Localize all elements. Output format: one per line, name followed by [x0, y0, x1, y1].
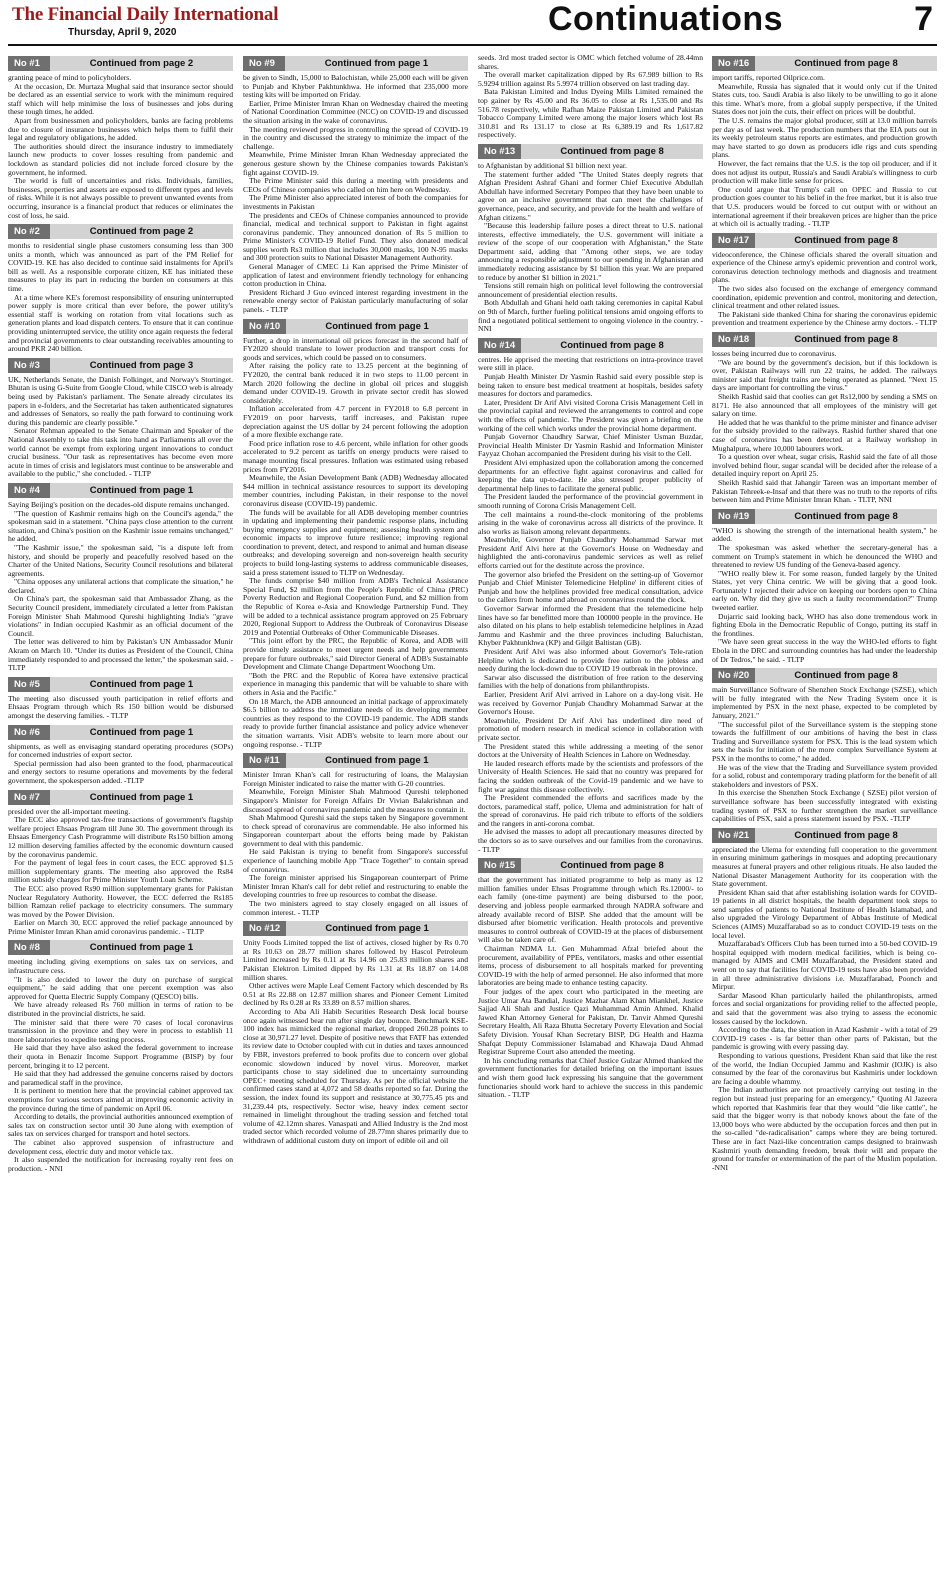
- story-paragraph: The cabinet also approved suspension of infrastructure and development cess, electric duty and motor vehicle tax.: [8, 1137, 233, 1156]
- story-header: [243, 753, 468, 768]
- story-continued-label: Continued from page 8: [560, 145, 664, 157]
- story-continued-label: Continued from page 8: [794, 58, 898, 69]
- story-paragraph: Governor Sarwar informed the President that the telemedicine help lines have so far benefitted more than 100000 people in the province. He also dilated on his plans to help establish telemedicine helplines in Azad Jammu and Kashmir and the three provinces including Baluchistan, Khyber Pakhtunkhwa (KP) and Gilgit Baltistan (GB).: [478, 604, 703, 648]
- story-paragraph: He lauded research efforts made by the scientists and professors of the University of Health Sciences. He said that no country was prepared for facing the sudden outbreak of the Covid-19 pandemic and we have to fight war against this disease collectively.: [478, 758, 703, 794]
- story-paragraph: Inflation accelerated from 4.7 percent in FY2018 to 6.8 percent in FY2019 on poor harvests, tariff increases, and Pakistan rupee depreciation against the US dollar by 24 percent following the adoption of a more flexible exchange rate.: [243, 404, 468, 440]
- story-paragraph: "The Kashmir issue," the spokesman said, "is a dispute left from history, and should be properly and peacefully resolved based on the Charter of the United Nations, Security Council resolutions and bilateral agreements.: [8, 542, 233, 578]
- story-paragraph: Meanwhile, Foreign Minister Shah Mahmood Qureshi telephoned Singapore's Minister for Foreign Affairs Dr Vivian Balakrishnan and discussed spread of coronavirus pandemic and the measures to contain it.: [243, 787, 468, 814]
- story-number: No #8: [8, 940, 50, 955]
- story-paragraph: Four judges of the apex court who participated in the meeting are Justice Umar Ata Bandial, Justice Mazhar Alam Khan Miankhel, Justice Sajjad Ali Shah and Justice Qazi Muhammad Amin Ahmed. Khalid Jawed Khan Attorney General for Pakistan, Dr. Tanvir Ahmed Qureshi Secretary Health, Ali Raza Bhutta Secretary Poverty Elevation and Social Safety Division. Yousaf Khan Secretary BISP, DG Health and Hazma Shafqat Deputy Commissioner Islamabad and Khawaja Daud Ahmad Registrar Supreme Court also attended the meeting.: [478, 986, 703, 1057]
- story-paragraph: "It is also decided to lower the duty on purchase of surgical equipment," he said adding that one percent exemption was also approved for Quetta Electric Supply Company (QESCO) bills.: [8, 974, 233, 1001]
- story-paragraph: President Arif Alvi was also informed about Governor's Tele-ration Helpline which is dedicated to provide free ration to the jobless and needy during the lock-down due to COVID 19 outbreak in the province.: [478, 647, 703, 674]
- story-paragraph: "Both the PRC and the Republic of Korea have extensive practical experience in managing this pandemic that will be valuable to share with others in Asia and the Pacific.": [243, 670, 468, 697]
- story-paragraph: Sheikh Rashid said that Jahangir Tareen was an important member of Pakistan Tehreek-e-Insaf and that there was no truth to the reports of rifts between him and Prime Minister Imran Khan. - TLTP, NNI: [712, 477, 937, 505]
- story-paragraph: He added that he was thankful to the prime minister and finance adviser for the subsidy provided to the railways. Rashid further shared that one case of coronavirus has been detected at a Railway workshop in Mughalpura, where 10,000 labourers work.: [712, 417, 937, 453]
- story-paragraph: The Prime Minister also appreciated interest of both the companies for investments in Pakistan: [243, 193, 468, 211]
- story-number: No #17: [712, 233, 755, 248]
- story-paragraph: The Prime Minister said this during a meeting with presidents and CEOs of Chinese companies who called on him here on Wednesday.: [243, 176, 468, 194]
- story-paragraph: Sarwar also discussed the distribution of free ration to the deserving families with the help of donations from philanthropists.: [478, 672, 703, 691]
- story-paragraph: The cell maintains a round-the-clock monitoring of the problems arising in the wake of coronavirus across all districts of the province. It also works as liaison among relevant departments.: [478, 509, 703, 536]
- story-header: [712, 332, 937, 347]
- story-paragraph: The U.S. remains the major global producer, still at 13.0 million barrels per day as of last week. The production numbers that the EIA puts out in its weekly petroleum status reports are estimates, and production growth may have started to go down as producers idle rigs and cuts spending plans.: [712, 115, 937, 160]
- story-paragraph: The presidents and CEOs of Chinese companies announced to provide financial, medical and technical support to Pakistan in fight against coronavirus pandemic. They announced donation of Rs 5 million to Prime Minister's COVID-19 Relief Fund. They also donated medical supplies worth Rs3 million that includes 30,000 masks, 100 N-95 masks and 300 protection suits to National Disaster Management Authority.: [243, 210, 468, 263]
- story-header: [243, 319, 468, 334]
- story-paragraph: "The question of Kashmir remains high on the Council's agenda," the spokesman said in a statement. "China pays close attention to the current situation, and China's position on the Kashmir issue remains unchanged," he added.: [8, 508, 233, 544]
- story-paragraph: Earlier on March 30, ECC approved the relief package announced by Prime Minister Imran Khan amid coronavirus pandemic. - TLTP: [8, 918, 233, 936]
- story-paragraph: "We have seen great success in the way the WHO-led efforts to fight Ebola in the DRC and surrounding countries has had under the leadership of Dr Tedros," he said. - TLTP: [712, 637, 937, 664]
- story-paragraph: The meeting reviewed progress in controlling the spread of COVID-19 in the country and discussed the strategy to minimize the impact of the challenge.: [243, 124, 468, 151]
- story-paragraph: main Surveillance Software of Shenzhen Stock Exchange (SZSE), which will be fully integrated with the New Trading System once it is implemented by PSX in the next phase, expected to be completed by January, 2021.": [712, 685, 937, 720]
- story-paragraph: meeting including giving exemptions on sales tax on services, and infrastructure cess.: [8, 957, 233, 976]
- story-paragraph: Sheikh Rashid said that coolies can get Rs12,000 by sending a SMS on 8171. He also announced that all employees of the ministry will get salary on time.: [712, 392, 937, 419]
- story-paragraph: "This joint effort by the PRC, the Republic of Korea, and ADB will provide timely assistance to meet urgent needs and help governments prepare for future outbreaks," said Director General of ADB's Sustainable Development and Climate Change Department Woochong Um.: [243, 636, 468, 672]
- story-continued-label: Continued from page 1: [89, 678, 194, 690]
- story-continued-label: Continued from page 8: [560, 339, 664, 351]
- story-continued-label: Continued from page 2: [89, 58, 194, 69]
- story-paragraph: Food price inflation rose to 4.6 percent, while inflation for other goods accelerated to 9.2 percent as tariffs on energy products were raised to manage mounting fiscal pressures. Inflation was estimated using rebased prices from FY2016.: [243, 438, 468, 474]
- story-paragraph: Shah Mahmood Qureshi said the steps taken by Singapore government to check spread of coronavirus are commendable. He also informed his Singaporean counterpart about the efforts being made by Pakistan government to deal with this pandemic.: [243, 813, 468, 848]
- issue-date: Thursday, April 9, 2020: [68, 27, 177, 38]
- story-paragraph: According to Aba Ali Habib Securities Research Desk local bourse once again witnessed bear run after single day bounce. Benchmark KSE-100 index has mimicked the regional market, dropped 260.28 points to close at 30,971.27 level. Despite of positive news that FATF has extended its review date to October coupled with cut in duties and taxes announced by FBR, investors preferred to book profits due to concern over global economic slowdown induced by novel virus. Moreover, market participants chose to stay sidelined due to uncertainty surrounding OPEC+ meeting scheduled for Thursday. As per the official website the confirmed cases stand at 4,072 and 58 deaths reported so far. During the session, the index found its support and resistance at 30,775.45 pts and 31,239.44 pts, respectively. Sector wise, heavy index cement sector remained in limelight throughout the trading session and fetched total volume of 42.12mn shares. Vanaspati and Allied Industry is the 2nd most traded sector which recorded volume of 28.77mn shares primarily due to withdrawn of additional custom duty on import of edible oil and oil: [243, 1006, 468, 1145]
- continuation-story: [712, 828, 937, 1173]
- story-paragraph: President Alvi emphasized upon the collaboration among the concerned departments for an effective fight against coronavirus and called for keeping the data up-to-date. He also stressed proper publicity of departmental help lines to facilitate the general public.: [478, 457, 703, 493]
- story-continued-label: Continued from page 8: [794, 234, 898, 246]
- story-header: [8, 483, 233, 498]
- story-paragraph: Further, a drop in international oil prices forecast in the second half of FY2020 should translate to lower production and transport costs for goods and services, which could be passed on to consumers.: [243, 335, 468, 362]
- story-paragraph: Senator Rehman appealed to the Senate Chairman and Speaker of the National Assembly to take this task into hand as Parliaments all over the world cannot be exempt from exploring urgent innovations to conduct crucial business. "Our task as representatives has become even more acute in times of crisis and legislators must continue to be answerable and available to the public," she concluded. - TLTP: [8, 426, 233, 479]
- story-paragraph: Chairman NDMA Lt. Gen Muhammad Afzal briefed about the procurement, availability of PPEs, ventilators, masks and other essential items, process of disbursement to all hospitals marked for preventing COVID-19 with the help of armed personnel. He also informed that more laboratories are being made to enhance testing capacity.: [478, 944, 703, 988]
- story-header: [8, 677, 233, 692]
- story-paragraph: Bata Pakistan Limited and Indus Dyeing Mills Limited remained the top gainer by Rs 45.00 and Rs 36.05 to close at Rs 1,535.00 and Rs 516.78 respectively, while Rafhan Maize Pakistan Limited and Pakistan Tobacco Company Limited were among the major losers which lost Rs 310.81 and Rs 131.17 to close at Rs 6,389.19 and Rs 1,617.82 respectively.: [478, 87, 703, 140]
- story-header: [243, 921, 468, 936]
- continuation-story: [478, 54, 703, 140]
- continuation-story: [8, 725, 233, 786]
- story-paragraph: videoconference, the Chinese officials shared the overall situation and experience of the Chinese army's epidemic prevention and control work, coronavirus detection technology methods and diagnosis and treatment plans.: [712, 249, 937, 285]
- story-continued-label: Continued from page 8: [794, 510, 898, 522]
- story-paragraph: Both Abdullah and Ghani held oath taking ceremonies in capital Kabul on 9th of March, further fueling political tensions amid ongoing efforts to find a negotiated political settlement to ongoing violence in the country. - NNI: [478, 298, 703, 334]
- story-number: No #19: [712, 509, 755, 524]
- story-paragraph: President Khan said that after establishing isolation wards for COVID-19 patients in all district hospitals, the health department took steps to send samples of patients to National Institute of Health Islamabad, and also upgraded the Virology Department of Abbas Institute of Medical Sciences (AIMS) Muzaffarabad so as to conduct COVID-19 tests on the local level.: [712, 887, 937, 940]
- story-header: [8, 358, 233, 373]
- story-number: No #11: [243, 753, 286, 768]
- story-paragraph: Muzaffarabad's Officers Club has been turned into a 50-bed COVID-19 hospital equipped with modern medical facilities, which is being co-managed by AIMS and CMH Muzaffarabad, the President stated and went on to say that facilities for COVID-19 tests have also been provided in all three administrative divisions i.e. Muzaffarabad, Poonch and Mirpur.: [712, 939, 937, 992]
- section-title: Continuations: [548, 0, 784, 38]
- story-header: [478, 338, 703, 353]
- story-paragraph: President Richard J Guo evinced interest regarding investment in the renewable energy sector of Pakistan particularly manufacturing of solar panels. - TLTP: [243, 287, 468, 315]
- page-number: 7: [914, 0, 933, 38]
- story-paragraph: In this exercise the Shenzhen Stock Exchange ( SZSE) pilot version of surveillance software has been successfully integrated with existing trading system of PSX to further strengthen the market surveillance capabilities of PSX, said a press statement issued by PSX. -TLTP: [712, 788, 937, 824]
- story-number: No #18: [712, 332, 755, 347]
- continuation-story: [712, 332, 937, 505]
- story-paragraph: The two sides also focused on the exchange of emergency command coordination, epidemic prevention and control, monitoring and detection, clinical treatment and other related issues.: [712, 284, 937, 311]
- continuation-story: [478, 858, 703, 1099]
- continuation-story: [478, 338, 703, 854]
- story-paragraph: Unity Foods Limited topped the list of actives, closed higher by Rs 0.70 at Rs 10.63 on 28.77 million shares followed by Hascol Petroleum Limited increased by Rs 0.11 at Rs 14.96 on 25.83 million shares and Pakistan Elektron Limited dipped by Rs 1.31 at Rs 18.87 on 14.08 million shares.: [243, 938, 468, 982]
- story-paragraph: However, the fact remains that the U.S. is the top oil producer, and if it does not adjust its output, Russia's and Saudi Arabia's willingness to curb production will make little sense for prices.: [712, 158, 937, 186]
- story-paragraph: He said that they had addressed the genuine concerns raised by doctors and paramedical staff in the province.: [8, 1069, 233, 1087]
- story-continued-label: Continued from page 1: [89, 942, 194, 954]
- story-paragraph: At the occasion, Dr. Murtaza Mughal said that insurance sector should be declared as an essential service to work with the minimum required staff which will help minimise the loss of businesses and jobs during these tough times, he added.: [8, 81, 233, 117]
- story-paragraph: The authorities should direct the insurance industry to immediately launch new products to cover losses resulting from pandemic and lockdown as standard policies did not include forced closure by the government, he informed.: [8, 141, 233, 177]
- story-paragraph: It also suspended the notification for increasing royalty rent fees on production. - NNI: [8, 1155, 233, 1173]
- story-number: No #3: [8, 358, 50, 373]
- story-paragraph: Meanwhile, Governor Punjab Chaudhry Mohammad Sarwar met President Arif Alvi here at the Governor's House on Wednesday and highlighted the anti-coronavirus pandemic services as well as relief efforts carried out for the destitute across the province.: [478, 535, 703, 571]
- story-paragraph: In his concluding remarks that Chief Justice Gulzar Ahmed thanked the government functionaries for detailed briefing on the important issues and wish them good luck expressing his sanguine that the government functionaries should work hard to achieve the success in this pandemic situation. - TLTP: [478, 1055, 703, 1100]
- story-paragraph: UK, Netherlands Senate, the Danish Folkinget, and Norway's Stortinget. Bhutan is using G-Suite from Google Cloud, while CISCO web is already being used by Pakistan's parliament. The Senate already circulates its papers in e-folders, and the Secretariat has taken authenticated signatures and addresses of Senators, so really the path forward to continuing work during this pandemic are clearly possible.": [8, 374, 233, 427]
- story-number: No #12: [243, 921, 286, 936]
- story-paragraph: presided over the all-important meeting.: [8, 806, 131, 816]
- continuation-story: [8, 483, 233, 673]
- story-paragraph: to Afghanistan by additional $1 billion next year.: [478, 160, 627, 170]
- story-paragraph: He was of the view that the Trading and Surveillance system provided for a solid, robust and contemporary trading platform for the benefit of all stakeholders and investors of PSX.: [712, 762, 937, 789]
- story-paragraph: months to residential single phase customers consuming less than 300 units a month, which was announced as part of the PM Relief for COVID-19. KE has also decided to continue said instalments for April's bill as well. As a responsible corporate citizen, KE has initiated these measures to play its part in reducing the burden on consumers at this time.: [8, 241, 233, 294]
- story-paragraph: The funds comprise $40 million from ADB's Technical Assistance Special Fund, $2 million from the People's Republic of China (PRC) Poverty Reduction and Regional Cooperation Fund, and $2 million from the Republic of Korea e-Asia and Knowledge Partnership Fund. They will be added to a technical assistance program approved on 25 February 2020, Regional Support to Address the Outbreak of Coronavirus Disease 2019 and Potential Outbreaks of Other Communicable Diseases.: [243, 576, 468, 637]
- story-paragraph: The world is full of uncertainties and risks. Individuals, families, businesses, properties and assets are exposed to different types and levels of risks. While it is not always possible to prevent unwanted events from occurring, insurance is a financial product that reduces or eliminates the cost of loss, he said.: [8, 176, 233, 220]
- story-paragraph: The overall market capitalization dipped by Rs 67.989 billion to Rs 5.9294 trillion against Rs 5.9974 trillion observed on last trading day.: [478, 70, 703, 88]
- continuation-story: [8, 56, 233, 220]
- continuation-story: [8, 677, 233, 721]
- story-paragraph: Tensions still remain high on political level following the controversial announcement of presidential election results.: [478, 281, 703, 299]
- story-paragraph: Meanwhile, President Dr Arif Alvi has underlined dire need of promotion of modern research in medical science in collaboration with private sector.: [478, 715, 703, 742]
- story-paragraph: Sardar Masood Khan particularly hailed the philanthropists, armed forces and social organizations for providing relief to the affected people, and said that the government was also trying to assess the economic losses caused by the lockdown.: [712, 990, 937, 1026]
- story-paragraph: The Pakistani side thanked China for sharing the coronavirus epidemic prevention and treatment experience by the Chinese army doctors. - TLTP: [712, 309, 937, 328]
- continuation-story: [243, 319, 468, 750]
- story-continued-label: Continued from page 1: [89, 791, 194, 803]
- story-header: [8, 790, 233, 805]
- story-number: No #14: [478, 338, 521, 353]
- story-header: [8, 56, 233, 71]
- story-paragraph: "China opposes any unilateral actions that complicate the situation," he declared.: [8, 577, 233, 595]
- story-paragraph: "WHO really blew it. For some reason, funded largely by the United States, yet very China centric. We will be giving that a good look. Fortunately I rejected their advice on keeping our borders open to China early on. Why did they give us such a faulty recommendation?" Trump tweeted earlier.: [712, 568, 937, 613]
- story-continued-label: Continued from page 1: [324, 58, 429, 69]
- continuation-story: [243, 921, 468, 1145]
- story-number: No #5: [8, 677, 50, 692]
- story-header: [478, 858, 703, 873]
- story-paragraph: shipments, as well as envisaging standard operating procedures (SOPs) for concerned industries of export sector.: [8, 741, 233, 760]
- story-paragraph: Earlier, Prime Minister Imran Khan on Wednesday chaired the meeting of National Coordination Committee (NCC) on COVID-19 and discussed the situation arising in the wake of coronavirus.: [243, 98, 468, 125]
- story-paragraph: Earlier, President Arif Alvi arrived in Lahore on a day-long visit. He was received by Governor Punjab Chaudhry Mohammad Sarwar at the Governor's House.: [478, 689, 703, 717]
- story-paragraph: After raising the policy rate to 13.25 percent at the beginning of FY2020, the central bank reduced it in two steps to 11.00 percent in March 2020 following the decline in global oil prices and sluggish demand under COVID-19. Growth in private sector credit has slowed considerably.: [243, 361, 468, 405]
- story-header: [8, 224, 233, 239]
- story-paragraph: He said that they have also asked the federal government to increase their quota in Benazir Income Support Programme (BISP) by four percent, bringing it to 12 percent.: [8, 1043, 233, 1070]
- story-paragraph: Later, President Dr Arif Alvi visited Corona Crisis Management Cell in the provincial capital and reviewed the arrangements to control and cope with the effects of pandemic. The President was given a briefing on the working of the cell which works under the provincial home department.: [478, 397, 703, 433]
- story-paragraph: Meanwhile, Russia has signaled that it would only cut if the United States cuts, too. Saudi Arabia is also likely to be unwilling to go it alone this time. What's more, from a global supply perspective, if the United States does not join the cuts, their effect on prices will be doubtful.: [712, 81, 937, 117]
- story-paragraph: Saying Beijing's position on the decades-old dispute remains unchanged.: [8, 499, 230, 509]
- story-paragraph: be given to Sindh, 15,000 to Balochistan, while 25,000 each will be given to Punjab and Khyber Pakhtunkhwa. He informed that 235,000 more testing kits will be imported on Friday.: [243, 73, 468, 100]
- column-1: [8, 54, 233, 1572]
- story-number: No #15: [478, 858, 521, 873]
- story-number: No #21: [712, 828, 755, 843]
- story-continued-label: Continued from page 8: [794, 334, 898, 346]
- story-paragraph: Meanwhile, Prime Minister Imran Khan Wednesday appreciated the generous gesture shown by the Chinese companies towards Pakistan's fight against COVID-19.: [243, 150, 468, 177]
- story-paragraph: that the government has initiated programme to help as many as 12 million families under Ehsas Programme through which Rs.12000/- to each family (one-time payment) are being disbursed to the poor, deserving and jobless people earmarked through NADRA software and already available record of BISP. She added that the amount will be disbursed after biometric verification. Health protocols and preventive measures to control outbreak of COVID-19 at the places of disbursement will also be taken care of.: [478, 875, 703, 945]
- story-paragraph: According to the data, the situation in Azad Kashmir - with a total of 29 COVID-19 cases - is far better than other parts of Pakistan, but the pandemic is growing with every passing day.: [712, 1025, 937, 1052]
- story-header: [8, 725, 233, 740]
- story-paragraph: The two ministers agreed to stay closely engaged on all issues of common interest. - TLTP: [243, 899, 468, 917]
- story-paragraph: The minister said that there were 70 cases of local coronavirus transmission in the province and they were in process to establish 11 more laboratories to expedite testing process.: [8, 1017, 233, 1044]
- story-paragraph: losses being incurred due to coronavirus.: [712, 349, 837, 359]
- continuation-story: [8, 358, 233, 479]
- story-paragraph: "The successful pilot of the Surveillance system is the stepping stone towards the fulfillment of our ambitions of having the best in class Trading and Surveillance system for PSX. This is the lead system which sets the basis for initiation of the more complex Surveillance System at PSX in the months to come," he added.: [712, 719, 937, 763]
- story-paragraph: On China's part, the spokesman said that Ambassador Zhang, as the Security Council president, immediately circulated a letter from Pakistan Foreign Minister Shah Mahmood Qureshi highlighting India's "grave violations" in Indian occupied Kashmir as an official document of the Council.: [8, 594, 233, 638]
- story-number: No #2: [8, 224, 50, 239]
- story-paragraph: Responding to various questions, President Khan said that like the rest of the world, the Indian Occupied Jammu and Kashmir (IOJK) is also consumed by the fear of the coronavirus but Kashmiris under lockdown are facing a double whammy.: [712, 1050, 937, 1086]
- continuation-story: [712, 668, 937, 824]
- story-paragraph: Punjab Governor Chaudhry Sarwar, Chief Minister Usman Buzdar, Provincial Health Minister Dr Yasmin Rashid and Information Minister Fayyaz Chohan accompanied the President during his visit to the Cell.: [478, 432, 703, 459]
- story-continued-label: Continued from page 8: [794, 670, 898, 682]
- article-columns: [8, 54, 937, 1572]
- story-number: No #16: [712, 56, 755, 71]
- story-continued-label: Continued from page 8: [560, 860, 664, 872]
- story-paragraph: General Manager of CMEC Li Kan apprised the Prime Minister of application of latest and environment friendly technology for enhancing cotton production in China.: [243, 262, 468, 289]
- story-paragraph: It is pertinent to mention here that the provincial cabinet approved tax exemptions for various sectors aimed at improving economic activity in the province during the time of pandemic on April 06.: [8, 1086, 233, 1113]
- story-header: [243, 56, 468, 71]
- story-paragraph: The Indian authorities are not proactively carrying out testing in the region but instead just preparing for an emergency," Quoting Al Jazeera which reported that Kashmiris fear that they would "die like cattle", he said that the bigger worry is that nobody knows about the fate of the 13,000 boys who were abducted by the occupation forces and then put in the so-called "de-radicalisation" camps where they are being tortured. These are in fact Nazi-like concentration camps designed to brainwash Kashmiri youth demanding freedom, break their will and prepare the ground for transfer or extermination of the part of the Muslim population. -NNI: [712, 1085, 937, 1172]
- story-continued-label: Continued from page 3: [89, 359, 194, 371]
- story-header: [8, 940, 233, 955]
- continuation-story: [712, 233, 937, 328]
- story-header: [712, 509, 937, 524]
- column-4: [712, 54, 937, 1572]
- story-paragraph: The ECC also proved Rs90 million supplementary grants for Pakistan Nuclear Regulatory Authority. However, the ECC deferred the Rs185 billion Ramzan relief package to electricity consumers. The summary was moved by the Power Division.: [8, 883, 233, 919]
- story-number: No #13: [478, 144, 521, 159]
- story-paragraph: "Because this leadership failure poses a direct threat to U.S. national interests, effective immediately, the U.S. government will initiate a review of the scope of our cooperation with Afghanistan," the State Department said, adding that "Among other steps, we are today announcing a responsible adjustment to our spending in Afghanistan and immediately reducing assistance by $1 billion this year. We are prepared to reduce by another $1 billion in 2021.": [478, 221, 703, 282]
- story-continued-label: Continued from page 1: [89, 726, 194, 738]
- story-paragraph: seeds. 3rd most traded sector is OMC which fetched volume of 28.44mn shares.: [478, 54, 703, 71]
- story-paragraph: The ECC also approved tax-free transactions of government's flagship welfare project Ehsaas Program till June 30. The government through its Ehsaas Emergency Cash Programme will distribute Rs150 billion among 12 million deserving families affected by the economic downturn caused by the coronavirus pandemic.: [8, 815, 233, 859]
- continuation-story: [8, 790, 233, 937]
- story-paragraph: On 18 March, the ADB announced an initial package of approximately $6.5 billion to address the immediate needs of its developing member countries as they respond to the COVID-19 pandemic. The ADB stands ready to provide further financial assistance and policy advice whenever the situation warrants. Visit ADB's website to learn more about our ongoing response. - TLTP: [243, 696, 468, 749]
- story-paragraph: The President lauded the performance of the provincial government in smooth running of Corona Crisis Management Cell.: [478, 492, 703, 510]
- story-continued-label: Continued from page 2: [89, 226, 194, 238]
- story-header: [478, 144, 703, 159]
- continuation-story: [712, 509, 937, 665]
- story-paragraph: granting peace of mind to policyholders.: [8, 73, 132, 82]
- continuation-story: [712, 56, 937, 229]
- continuation-story: [243, 56, 468, 315]
- story-paragraph: appreciated the Ulema for extending full cooperation to the government in ensuring minimum gatherings in mosques and adopting precautionary measures at funeral prayers and other religious rituals. He also lauded the National Disaster Management Authority for its cooperation with the State government.: [712, 844, 937, 889]
- story-number: No #4: [8, 483, 50, 498]
- column-2: [243, 54, 468, 1572]
- continuation-story: [243, 753, 468, 917]
- story-paragraph: The President commended the efforts and sacrifices made by the doctors, paramedical staff, police, Ulema and administration for halt of the spread of coronavirus. He paid rich tribute to efforts of the soldiers and the rangers in anti-corona combat.: [478, 793, 703, 828]
- story-number: No #9: [243, 56, 285, 71]
- story-number: No #20: [712, 668, 755, 683]
- story-number: No #7: [8, 790, 50, 805]
- story-paragraph: Other actives were Maple Leaf Cement Factory which descended by Rs 0.51 at Rs 22.88 on 12.87 million shares and Pioneer Cement Limited declined by Rs 0.28 at Rs 33.89 on 8.57 million shares.: [243, 981, 468, 1008]
- story-paragraph: One could argue that Trump's call on OPEC and Russia to cut production goes counter to his belief in the free market, but it is also true that U.S. producers would be forced to cut output with or without an international agreement if their breakeven prices are higher than the price at which oil is actually trading. - TLTP: [712, 184, 937, 229]
- story-paragraph: The letter was delivered to him by Pakistan's UN Ambassador Munir Akram on March 10. "Under its duties as President of the Council, China immediately responded to and processed the letter," the spokesman said. - TLTP: [8, 637, 233, 673]
- story-paragraph: import tariffs, reported Oilprice.com.: [712, 73, 825, 82]
- story-paragraph: Dujarric said looking back, WHO has also done tremendous work in fighting Ebola in the Democratic Republic of Congo, putting its staff in the frontlines.: [712, 611, 937, 638]
- story-paragraph: To a question over wheat, sugar crisis, Rashid said the fate of all those involved behind flour, sugar scandal will be decided after the release of a detailed inquiry report on April 25.: [712, 452, 937, 479]
- masthead: [8, 0, 937, 46]
- story-continued-label: Continued from page 1: [325, 320, 429, 332]
- story-number: No #10: [243, 319, 286, 334]
- continuation-story: [8, 224, 233, 354]
- story-paragraph: The funds will be available for all ADB developing member countries in updating and implementing their pandemic response plans, including buying emergency supplies and equipment; assessing health system and economic impacts to improve future resilience; improving regional coordination to prevent, detect, and respond to animal and human disease outbreaks; and developing sovereign and non-sovereign health security projects to build long-lasting systems to address communicable diseases, said a press statement issued to TLTP on Wednesday.: [243, 507, 468, 577]
- story-paragraph: The foreign minister apprised his Singaporean counterpart of Prime Minister Imran Khan's call for debt relief and restructuring to enable the developing countries to free up resources to combat the disease.: [243, 873, 468, 900]
- story-paragraph: The spokesman was asked whether the secretary-general has a comment on Trump's statement in which he denounced the WHO and threatened to review US funding of the Geneva-based agency.: [712, 542, 937, 570]
- story-header: [712, 233, 937, 248]
- story-paragraph: He said Pakistan is trying to benefit from Singapore's successful experience of launching mobile App "Trace Together" to contain spread of coronavirus.: [243, 847, 468, 874]
- story-paragraph: At a time where KE's foremost responsibility of ensuring uninterrupted power supply is more critical than ever before, the power utility's essential staff is working on rotation from vital locations such as generation plants and load dispatch centers. To ensure that it can continue providing uninterrupted service, the utility once again requests the federal and provincial governments to clear outstanding receivables amounting to around PKR 240 billion.: [8, 292, 233, 354]
- story-paragraph: "WHO is showing the strength of the international health system," he added.: [712, 525, 937, 544]
- story-paragraph: The meeting also discussed youth participation in relief efforts and Ehsaas Program through which Rs 150 billion would be disbursed amongst the deserving families. - TLTP: [8, 693, 233, 720]
- story-paragraph: We have already released Rs 760 million in terms of ration to be distributed in the provincial districts, he said.: [8, 1000, 233, 1019]
- story-paragraph: For the payment of legal fees in court cases, the ECC approved $1.5 million supplementary grants. The meeting also approved the Rs84 million subsidy charges for Prime Minister Youth Loan Scheme.: [8, 858, 233, 885]
- story-continued-label: Continued from page 1: [325, 755, 429, 767]
- story-paragraph: Special permission had also been granted to the food, pharmaceutical and energy sectors to resume operations and movements by the federal government, the spokesperson added. -TLTP: [8, 758, 233, 785]
- story-paragraph: The statement further added "The United States deeply regrets that Afghan President Ashraf Ghani and former Chief Executive Abdullah Abdullah have informed Secretary Pompeo that they have been unable to agree on an inclusive government that can meet the challenges of governance, peace, and security, and provide for the health and welfare of Afghan citizens.": [478, 169, 703, 222]
- story-paragraph: centres. He apprised the meeting that restrictions on intra-province travel were still in place.: [478, 354, 703, 373]
- story-paragraph: Minister Imran Khan's call for restructuring of loans, the Malaysian Foreign Minister indicated to raise the matter with G-20 countries.: [243, 770, 468, 788]
- story-paragraph: Punjab Health Minister Dr Yasmin Rashid said every possible step is being taken to ensure best medical treatment at hospitals, besides safety measures for doctors and paramedics.: [478, 372, 703, 399]
- story-number: No #1: [8, 56, 50, 71]
- story-paragraph: Meanwhile, the Asian Development Bank (ADB) Wednesday allocated $44 million in technical assistance resources to support its developing member countries, including Pakistan, in their response to the novel coronavirus disease (COVID-19) pandemic.: [243, 473, 468, 508]
- story-header: [712, 56, 937, 71]
- column-3: [478, 54, 703, 1572]
- story-continued-label: Continued from page 1: [89, 484, 194, 496]
- story-paragraph: Apart from businessmen and policyholders, banks are facing problems due to closure of insurance businesses which helps them to fulfil their legal and regulatory obligations, he added.: [8, 115, 233, 143]
- story-number: No #6: [8, 725, 50, 740]
- story-header: [712, 828, 937, 843]
- story-paragraph: He advised the masses to adopt all precautionary measures directed by the doctors so as to save ourselves and our families from the coronavirus. - TLTP: [478, 827, 703, 854]
- story-paragraph: The governor also briefed the President on the setting-up of 'Governor Punjab and Chief Minister Telemedicine Helpline' in different cities of Punjab and how the helplines provided free medical consultation, advice to the callers from home and abroad on coronavirus round the clock.: [478, 569, 703, 605]
- story-header: [712, 668, 937, 683]
- story-continued-label: Continued from page 8: [794, 829, 898, 841]
- story-continued-label: Continued from page 1: [325, 923, 429, 935]
- story-paragraph: According to details, the provincial authorities announced exemption of sales tax on construction sector until 30 June along with exemption of sales tax on services charged for transport and hotel sectors.: [8, 1112, 233, 1139]
- story-paragraph: "We are bound by the government's decision, but if this lockdown is over, Pakistan Railways will run 22 trains, he added. The railways minister said that freight trains are being operated as planned. "Next 15 days are important for controlling the virus.": [712, 357, 937, 393]
- newspaper-name: The Financial Daily International: [12, 4, 279, 25]
- continuation-story: [8, 940, 233, 1173]
- story-paragraph: The President stated this while addressing a meeting of the senor doctors at the University of Health Sciences in Lahore on Wednesday.: [478, 741, 703, 760]
- continuation-story: [478, 144, 703, 334]
